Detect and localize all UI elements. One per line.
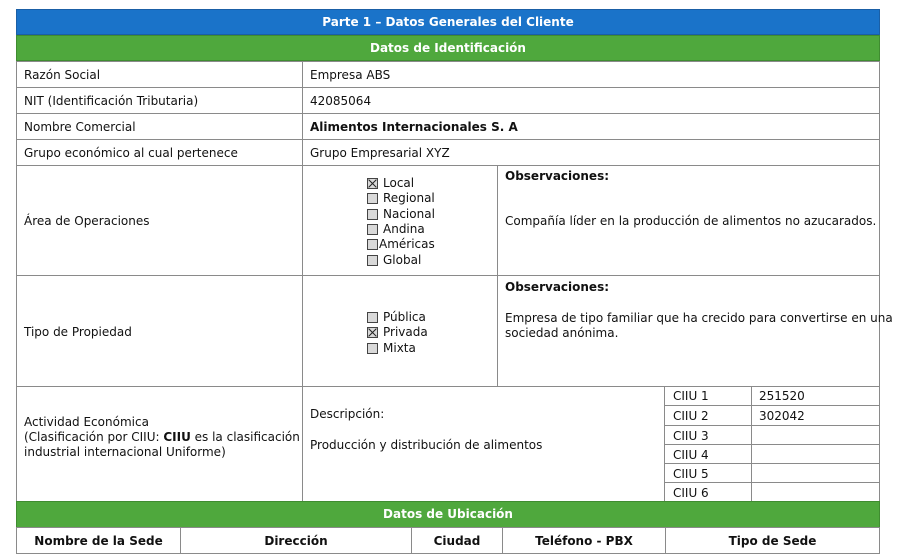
area-option-label: Global [383,253,422,267]
nit-value: 42085064 [310,94,372,108]
ciiu-label: CIIU 4 [673,448,709,462]
razon-social-value: Empresa ABS [310,68,391,82]
propiedad-observaciones-line2: sociedad anónima. [505,326,619,340]
nit-label-cell [16,87,303,114]
propiedad-option-label: Mixta [383,341,416,355]
actividad-label-line2: (Clasificación por CIIU: CIIU es la clasificación [24,430,300,444]
ciiu-1-label-cell [664,386,752,406]
checkbox-icon[interactable] [367,239,378,250]
col-header-nombre-sede: Nombre de la Sede [16,527,181,554]
ciiu-label: CIIU 6 [673,486,709,500]
area-option-global[interactable] [367,253,421,268]
area-option-andina[interactable] [367,222,425,237]
checkbox-checked-icon[interactable] [367,178,378,189]
descripcion-text: Producción y distribución de alimentos [310,438,543,452]
ciiu-6-label-cell [664,482,752,502]
area-observaciones-text: Compañía líder en la producción de alimentos no azucarados. [505,214,877,228]
section-title: Parte 1 – Datos Generales del Cliente [322,15,574,29]
checkbox-icon[interactable] [367,312,378,323]
checkbox-icon[interactable] [367,224,378,235]
grupo-economico-value-cell [302,139,880,166]
area-option-label: Américas [379,237,435,251]
tipo-propiedad-label-cell [16,275,303,387]
actividad-label-line1: Actividad Económica [24,415,149,429]
area-option-regional[interactable] [367,191,435,206]
ciiu-label: CIIU 1 [673,389,709,403]
checkbox-icon[interactable] [367,343,378,354]
area-operaciones-options-cell [302,165,498,276]
area-option-label: Andina [383,222,425,236]
propiedad-option-publica[interactable] [367,310,426,325]
razon-social-label-cell [16,61,303,88]
col-header-tipo-sede: Tipo de Sede [665,527,880,554]
ciiu-5-label-cell [664,463,752,483]
grupo-economico-label-cell [16,139,303,166]
checkbox-checked-icon[interactable] [367,327,378,338]
ubicacion-title: Datos de Ubicación [383,507,513,521]
actividad-descripcion-cell [302,386,665,502]
descripcion-label: Descripción: [310,407,385,421]
ciiu-label: CIIU 2 [673,409,709,423]
propiedad-observaciones-label: Observaciones: [505,280,610,294]
ciiu-2-value-cell [751,405,880,426]
identification-title-bar [16,35,880,61]
propiedad-option-mixta[interactable] [367,341,416,356]
area-observaciones-cell [497,165,880,276]
nombre-comercial-label: Nombre Comercial [24,120,136,134]
ubicacion-title-bar [16,501,880,528]
area-option-label: Nacional [383,207,435,221]
tipo-propiedad-options-cell [302,275,498,387]
col-header-telefono: Teléfono - PBX [502,527,666,554]
propiedad-option-label: Privada [383,325,428,339]
ciiu-1-value-cell [751,386,880,406]
area-option-label: Regional [383,191,435,205]
tipo-propiedad-label: Tipo de Propiedad [24,325,132,339]
col-header-ciudad: Ciudad [411,527,503,554]
propiedad-observaciones-cell [497,275,893,387]
nit-value-cell [302,87,880,114]
ciiu-5-value-cell [751,463,880,483]
nombre-comercial-value: Alimentos Internacionales S. A [310,120,518,134]
area-option-local[interactable] [367,176,414,191]
nombre-comercial-label-cell [16,113,303,140]
razon-social-label: Razón Social [24,68,101,82]
area-option-label: Local [383,176,415,190]
checkbox-icon[interactable] [367,209,378,220]
area-operaciones-label-cell [16,165,303,276]
ciiu-value: 251520 [759,389,805,403]
ciiu-4-label-cell [664,444,752,464]
ciiu-3-value-cell [751,425,880,445]
razon-social-value-cell [302,61,880,88]
actividad-label-line3: industrial internacional Uniforme) [24,445,226,459]
ciiu-label: CIIU 3 [673,429,709,443]
identification-title: Datos de Identificación [370,41,526,55]
ciiu-label: CIIU 5 [673,467,709,481]
grupo-economico-label: Grupo económico al cual pertenece [24,146,238,160]
propiedad-option-privada[interactable] [367,325,428,340]
checkbox-icon[interactable] [367,255,378,266]
checkbox-icon[interactable] [367,193,378,204]
area-observaciones-label: Observaciones: [505,169,610,183]
ciiu-2-label-cell [664,405,752,426]
ciiu-3-label-cell [664,425,752,445]
grupo-economico-value: Grupo Empresarial XYZ [310,146,450,160]
ciiu-6-value-cell [751,482,880,502]
area-operaciones-label: Área de Operaciones [24,214,150,228]
col-header-direccion: Dirección [180,527,412,554]
area-option-americas[interactable] [367,237,435,252]
nit-label: NIT (Identificación Tributaria) [24,94,199,108]
ciiu-4-value-cell [751,444,880,464]
section-title-bar [16,9,880,35]
propiedad-observaciones-line1: Empresa de tipo familiar que ha crecido para convertirse en una [505,311,893,325]
nombre-comercial-value-cell [302,113,880,140]
area-option-nacional[interactable] [367,207,435,222]
actividad-label-cell [16,386,303,502]
ciiu-value: 302042 [759,409,805,423]
propiedad-option-label: Pública [383,310,426,324]
